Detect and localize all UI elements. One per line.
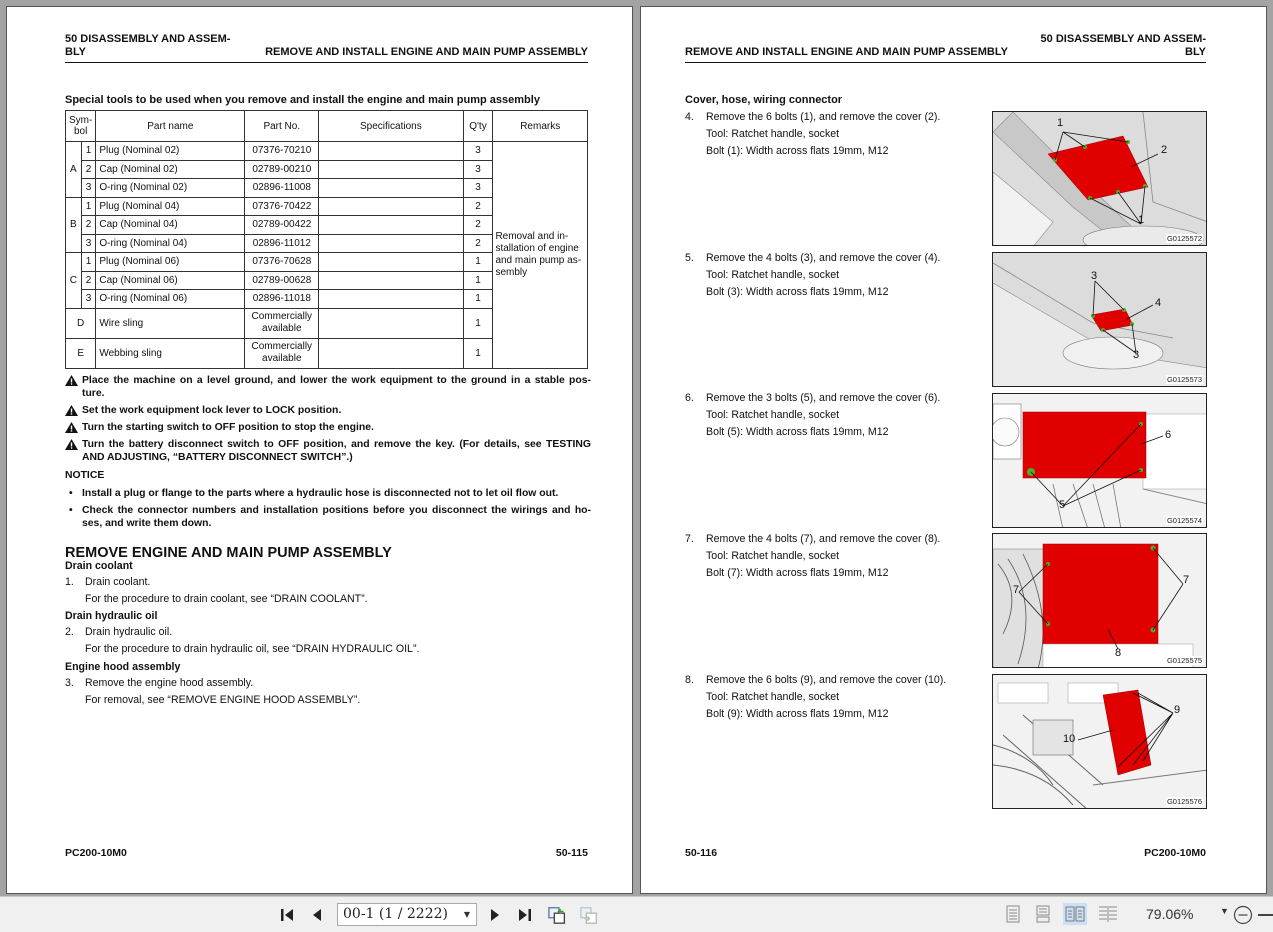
remarks-line: and main pump as- — [495, 254, 582, 266]
continuous-page-view-button[interactable] — [1031, 903, 1055, 925]
two-page-continuous-view-button[interactable] — [1096, 903, 1120, 925]
part-no-line1: Commercially — [251, 341, 313, 352]
header-qty: Q'ty — [463, 111, 493, 142]
step-detail: For the procedure to drain coolant, see “DRAIN COOLANT”. — [85, 593, 368, 605]
header-chapter — [1036, 33, 1206, 59]
cell-item-number: 3 — [81, 234, 96, 253]
warning-text-line: Place the machine on a level ground, and lower the work equipment to the ground in a stable pos- — [82, 375, 591, 386]
figure-callout: 10 — [1063, 733, 1076, 745]
step-bolt-spec: Bolt (3): Width across flats 19mm, M12 — [706, 286, 889, 298]
cell-item-number: 3 — [81, 290, 96, 309]
cell-part-no: 07376-70422 — [245, 197, 319, 216]
figure-callout: 6 — [1165, 429, 1172, 441]
notice-item — [65, 504, 591, 530]
warning-icon — [65, 422, 78, 433]
header-chapter-line1: 50 DISASSEMBLY AND ASSEM- — [65, 33, 231, 45]
figure-callout: 3 — [1133, 349, 1140, 361]
part-no-line2: available — [262, 323, 302, 334]
cell-specifications — [319, 338, 463, 368]
section-title: REMOVE ENGINE AND MAIN PUMP ASSEMBLY — [65, 545, 392, 561]
table-row — [66, 142, 588, 161]
step-text: Remove the 4 bolts (3), and remove the cover (4). — [706, 252, 941, 264]
figure-code: G0125575 — [1166, 656, 1202, 665]
step-text: Drain hydraulic oil. — [85, 626, 173, 638]
cell-part-no: 02789-00422 — [245, 216, 319, 235]
special-tools-table — [65, 110, 588, 369]
figure-callout: 1 — [1057, 117, 1064, 129]
cell-item-number: 1 — [81, 253, 96, 272]
warning-text-line: Turn the starting switch to OFF position to stop the engine. — [82, 422, 374, 433]
next-page-icon — [484, 906, 504, 924]
cell-part-name: Webbing sling — [96, 338, 245, 368]
cell-specifications — [319, 179, 463, 198]
cell-part-name: Plug (Nominal 02) — [96, 142, 245, 161]
cell-part-name: Plug (Nominal 04) — [96, 197, 245, 216]
next-page-button[interactable] — [484, 905, 504, 925]
figure-callout: 8 — [1115, 647, 1122, 659]
footer-page-number: 50-116 — [685, 847, 718, 859]
header-section: REMOVE AND INSTALL ENGINE AND MAIN PUMP ASSEMBLY — [265, 46, 588, 58]
step-number: 1. — [65, 576, 74, 588]
cover-section-title: Cover, hose, wiring connector — [685, 94, 843, 106]
cell-specifications — [319, 271, 463, 290]
cell-qty: 3 — [463, 160, 493, 179]
step-number: 2. — [65, 626, 74, 638]
step-bolt-spec: Bolt (7): Width across flats 19mm, M12 — [706, 567, 889, 579]
subsection-title: Drain hydraulic oil — [65, 610, 158, 622]
header-symbol: Sym- bol — [66, 111, 96, 142]
cell-qty: 1 — [463, 308, 493, 338]
previous-view-button[interactable] — [548, 905, 568, 925]
cell-specifications — [319, 253, 463, 272]
cell-part-name: O-ring (Nominal 02) — [96, 179, 245, 198]
cell-qty: 1 — [463, 253, 493, 272]
cell-specifications — [319, 234, 463, 253]
cell-specifications — [319, 142, 463, 161]
procedure-figure — [992, 533, 1207, 668]
step-number: 7. — [685, 533, 694, 545]
figure-callout: 4 — [1155, 297, 1162, 309]
single-page-continuous-icon — [1036, 905, 1050, 923]
cell-part-no: 02789-00628 — [245, 271, 319, 290]
cell-item-number: 2 — [81, 271, 96, 290]
procedure-step — [685, 674, 985, 726]
figure-illustration — [993, 112, 1207, 246]
step-text: Remove the 4 bolts (7), and remove the cover (8). — [706, 533, 941, 545]
cell-part-no: 02896-11012 — [245, 234, 319, 253]
cell-qty: 1 — [463, 290, 493, 309]
warning-item — [65, 404, 591, 417]
dropdown-caret-icon[interactable]: ▼ — [463, 910, 470, 919]
page-50-115 — [6, 6, 633, 894]
header-part-no: Part No. — [245, 111, 319, 142]
page-50-116 — [640, 6, 1267, 894]
warning-icon — [65, 439, 78, 450]
remarks-line: stallation of engine — [495, 242, 579, 254]
figure-code: G0125572 — [1166, 234, 1202, 243]
step-number: 6. — [685, 392, 694, 404]
step-bolt-spec: Bolt (1): Width across flats 19mm, M12 — [706, 145, 889, 157]
header-chapter-line2: BLY — [65, 46, 86, 58]
warning-text-line: ture. — [82, 388, 105, 399]
previous-page-button[interactable] — [308, 905, 328, 925]
warning-icon — [65, 375, 78, 386]
previous-page-icon — [308, 906, 328, 924]
last-page-icon — [514, 906, 534, 924]
next-view-icon — [580, 905, 600, 925]
cell-qty: 2 — [463, 216, 493, 235]
notice-text-line: ses, and write them down. — [82, 518, 212, 529]
cell-part-no — [245, 338, 319, 368]
cell-part-name: O-ring (Nominal 06) — [96, 290, 245, 309]
cell-part-name: Cap (Nominal 06) — [96, 271, 245, 290]
step-tool: Tool: Ratchet handle, socket — [706, 550, 840, 562]
zoom-level[interactable]: 79.06% — [1146, 906, 1194, 922]
page-header — [65, 33, 588, 63]
notice-item — [65, 487, 591, 500]
cell-symbol: B — [66, 197, 82, 253]
figure-callout: 3 — [1091, 270, 1098, 282]
footer-page-number: 50-115 — [555, 847, 588, 859]
single-page-icon — [1006, 905, 1020, 923]
figure-illustration — [993, 675, 1207, 809]
cell-part-name: O-ring (Nominal 04) — [96, 234, 245, 253]
figure-callout: 2 — [1161, 144, 1168, 156]
figure-code: G0125576 — [1166, 797, 1202, 806]
cell-item-number: 2 — [81, 160, 96, 179]
step-text: Remove the 3 bolts (5), and remove the cover (6). — [706, 392, 941, 404]
last-page-button[interactable] — [514, 905, 534, 925]
step-detail: For removal, see “REMOVE ENGINE HOOD ASSEMBLY”. — [85, 694, 361, 706]
bullet-icon: • — [69, 488, 73, 499]
warning-text-line: Turn the battery disconnect switch to OFF position, and remove the key. (For details, see TESTING — [82, 439, 591, 450]
step-detail: For the procedure to drain hydraulic oil, see “DRAIN HYDRAULIC OIL”. — [85, 643, 420, 655]
header-specifications: Specifications — [319, 111, 463, 142]
cell-symbol: C — [66, 253, 82, 309]
notice-text-line: Install a plug or flange to the parts where a hydraulic hose is disconnected not to let oil flow out. — [82, 488, 559, 499]
procedure-step — [685, 111, 985, 163]
navigation-toolbar — [0, 896, 1273, 932]
step-text: Remove the engine hood assembly. — [85, 677, 254, 689]
first-page-button[interactable] — [278, 905, 298, 925]
cell-qty: 2 — [463, 197, 493, 216]
step-number: 3. — [65, 677, 74, 689]
footer-model: PC200-10M0 — [1144, 847, 1206, 859]
step-text: Remove the 6 bolts (1), and remove the cover (2). — [706, 111, 941, 123]
table-header-row — [66, 111, 588, 142]
header-chapter — [65, 33, 235, 59]
cell-specifications — [319, 197, 463, 216]
two-page-icon — [1065, 905, 1085, 923]
cell-qty: 1 — [463, 271, 493, 290]
figure-illustration — [993, 253, 1207, 387]
part-no-line1: Commercially — [251, 311, 313, 322]
cell-part-no: 07376-70628 — [245, 253, 319, 272]
zoom-dropdown-icon[interactable]: ▼ — [1220, 906, 1229, 916]
step-number: 5. — [685, 252, 694, 264]
procedure-step — [685, 533, 985, 585]
cell-qty: 1 — [463, 338, 493, 368]
step-tool: Tool: Ratchet handle, socket — [706, 269, 840, 281]
cell-qty: 3 — [463, 179, 493, 198]
subsection-title: Drain coolant — [65, 560, 133, 572]
tools-title: Special tools to be used when you remove and install the engine and main pump assembly — [65, 94, 540, 106]
cell-part-name: Wire sling — [96, 308, 245, 338]
step-bolt-spec: Bolt (9): Width across flats 19mm, M12 — [706, 708, 889, 720]
page-selector[interactable] — [337, 903, 477, 926]
cell-part-no: 02896-11008 — [245, 179, 319, 198]
page-header — [685, 33, 1206, 63]
step-number: 4. — [685, 111, 694, 123]
cell-symbol: D — [66, 308, 96, 338]
header-part-name: Part name — [96, 111, 245, 142]
figure-callout: 7 — [1183, 574, 1190, 586]
warning-item — [65, 374, 591, 400]
step-tool: Tool: Ratchet handle, socket — [706, 691, 840, 703]
two-page-view-button[interactable] — [1063, 903, 1087, 925]
figure-illustration — [993, 394, 1207, 528]
cell-part-no: 02896-11018 — [245, 290, 319, 309]
step-text: Remove the 6 bolts (9), and remove the cover (10). — [706, 674, 947, 686]
header-remarks: Remarks — [493, 111, 588, 142]
notice-text-line: Check the connector numbers and installation positions before you disconnect the wirings and ho- — [82, 505, 591, 516]
remarks-line: sembly — [495, 266, 528, 278]
figure-callout: 1 — [1138, 214, 1145, 226]
step-tool: Tool: Ratchet handle, socket — [706, 409, 840, 421]
two-page-continuous-icon — [1098, 905, 1118, 923]
figure-illustration — [993, 534, 1207, 668]
remarks-line: Removal and in- — [495, 230, 569, 242]
step-bolt-spec: Bolt (5): Width across flats 19mm, M12 — [706, 426, 889, 438]
step-tool: Tool: Ratchet handle, socket — [706, 128, 840, 140]
cell-item-number: 2 — [81, 216, 96, 235]
cell-item-number: 3 — [81, 179, 96, 198]
previous-view-icon — [548, 905, 568, 925]
cell-specifications — [319, 290, 463, 309]
header-chapter-line1: 50 DISASSEMBLY AND ASSEM- — [1040, 33, 1206, 45]
figure-code: G0125573 — [1166, 375, 1202, 384]
zoom-slider-track[interactable] — [1258, 914, 1273, 916]
figure-callout: 7 — [1013, 584, 1020, 596]
figure-code: G0125574 — [1166, 516, 1202, 525]
zoom-out-button[interactable] — [1233, 905, 1253, 925]
next-view-button[interactable] — [580, 905, 600, 925]
cell-part-no: 07376-70210 — [245, 142, 319, 161]
procedure-figure — [992, 393, 1207, 528]
procedure-figure — [992, 111, 1207, 246]
procedure-figure — [992, 252, 1207, 387]
footer-model: PC200-10M0 — [65, 847, 127, 859]
cell-specifications — [319, 160, 463, 179]
warning-text-line: AND ADJUSTING, “BATTERY DISCONNECT SWITCH”.) — [82, 452, 353, 463]
header-chapter-line2: BLY — [1185, 46, 1206, 58]
warning-icon — [65, 405, 78, 416]
procedure-figure — [992, 674, 1207, 809]
figure-callout: 5 — [1059, 499, 1066, 511]
procedure-step — [685, 252, 985, 304]
cell-specifications — [319, 216, 463, 235]
cell-qty: 2 — [463, 234, 493, 253]
zoom-out-icon — [1233, 905, 1253, 925]
header-section: REMOVE AND INSTALL ENGINE AND MAIN PUMP ASSEMBLY — [685, 46, 1008, 58]
step-text: Drain coolant. — [85, 576, 151, 588]
step-number: 8. — [685, 674, 694, 686]
part-no-line2: available — [262, 353, 302, 364]
first-page-icon — [278, 906, 298, 924]
subsection-title: Engine hood assembly — [65, 661, 181, 673]
cell-item-number: 1 — [81, 142, 96, 161]
cell-qty: 3 — [463, 142, 493, 161]
procedure-step — [685, 392, 985, 444]
warning-text-line: Set the work equipment lock lever to LOCK position. — [82, 405, 342, 416]
cell-symbol: E — [66, 338, 96, 368]
cell-remarks — [493, 142, 588, 369]
cell-part-name: Cap (Nominal 02) — [96, 160, 245, 179]
cell-part-name: Cap (Nominal 04) — [96, 216, 245, 235]
figure-callout: 9 — [1174, 704, 1181, 716]
cell-specifications — [319, 308, 463, 338]
cell-part-no: 02789-00210 — [245, 160, 319, 179]
single-page-view-button[interactable] — [1001, 903, 1025, 925]
cell-part-name: Plug (Nominal 06) — [96, 253, 245, 272]
bullet-icon: • — [69, 505, 73, 516]
warning-item — [65, 438, 591, 464]
cell-item-number: 1 — [81, 197, 96, 216]
cell-part-no — [245, 308, 319, 338]
page-selector-value: 00-1 (1 / 2222) — [343, 906, 448, 922]
cell-symbol: A — [66, 142, 82, 198]
warning-item — [65, 421, 591, 434]
notice-label: NOTICE — [65, 470, 105, 481]
